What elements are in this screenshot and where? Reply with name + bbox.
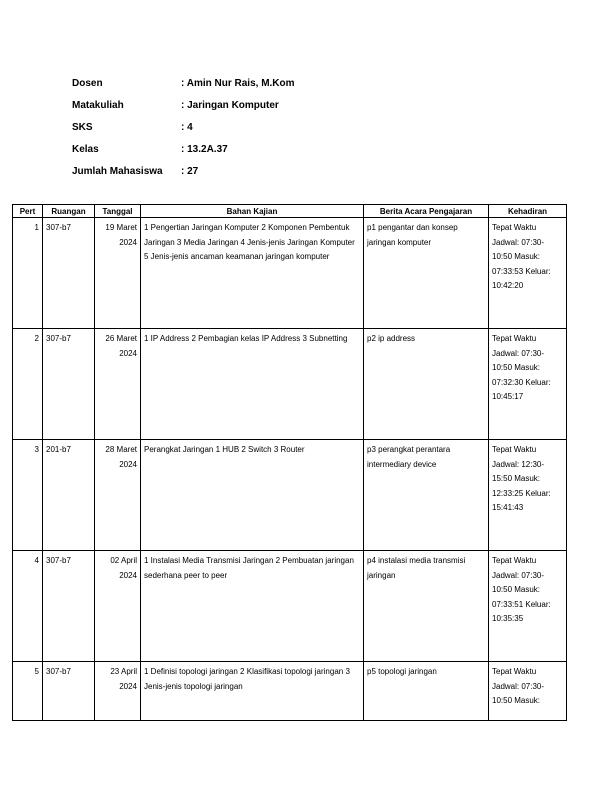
info-row-kelas: [72, 138, 295, 160]
cell-kehadiran: Tepat Waktu Jadwal: 12:30-15:50 Masuk: 12:33:25 Keluar: 15:41:43: [489, 440, 567, 551]
info-value: : 4: [181, 121, 193, 133]
table-row: [13, 218, 567, 329]
info-row-dosen: [72, 72, 295, 94]
table-row: [13, 440, 567, 551]
cell-bahan-kajian: Perangkat Jaringan 1 HUB 2 Switch 3 Router: [141, 440, 364, 551]
header-tanggal: Tanggal: [95, 205, 141, 218]
table-row: [13, 551, 567, 662]
info-label: SKS: [72, 121, 93, 133]
cell-ruangan: 307-b7: [43, 551, 95, 662]
cell-ruangan: 307-b7: [43, 662, 95, 721]
table-row: [13, 329, 567, 440]
info-value: : 27: [181, 165, 199, 177]
header-berita-acara: Berita Acara Pengajaran: [364, 205, 489, 218]
header-bahan-kajian: Bahan Kajian: [141, 205, 364, 218]
course-info: [72, 72, 295, 182]
cell-kehadiran: Tepat Waktu Jadwal: 07:30-10:50 Masuk:: [489, 662, 567, 721]
cell-pert: 3: [13, 440, 43, 551]
cell-berita-acara: p2 ip address: [364, 329, 489, 440]
header-ruangan: Ruangan: [43, 205, 95, 218]
info-label: Matakuliah: [72, 99, 124, 111]
cell-bahan-kajian: 1 Instalasi Media Transmisi Jaringan 2 Pembuatan jaringan sederhana peer to peer: [141, 551, 364, 662]
cell-tanggal: 26 Maret 2024: [95, 329, 141, 440]
info-label: Dosen: [72, 77, 103, 89]
cell-pert: 4: [13, 551, 43, 662]
table-row: [13, 662, 567, 721]
cell-bahan-kajian: 1 Definisi topologi jaringan 2 Klasifikasi topologi jaringan 3 Jenis-jenis topologi jaringan: [141, 662, 364, 721]
info-row-jumlah-mahasiswa: [72, 160, 295, 182]
info-label: Kelas: [72, 143, 99, 155]
attendance-table: [12, 204, 567, 721]
cell-bahan-kajian: 1 IP Address 2 Pembagian kelas IP Address 3 Subnetting: [141, 329, 364, 440]
cell-tanggal: 02 April 2024: [95, 551, 141, 662]
info-label: Jumlah Mahasiswa: [72, 165, 163, 177]
header-pert: Pert: [13, 205, 43, 218]
info-value: : 13.2A.37: [181, 143, 228, 155]
info-row-sks: [72, 116, 295, 138]
cell-kehadiran: Tepat Waktu Jadwal: 07:30-10:50 Masuk: 07:33:53 Keluar: 10:42:20: [489, 218, 567, 329]
cell-berita-acara: p4 instalasi media transmisi jaringan: [364, 551, 489, 662]
cell-berita-acara: p5 topologi jaringan: [364, 662, 489, 721]
info-value: : Amin Nur Rais, M.Kom: [181, 77, 295, 89]
cell-berita-acara: p3 perangkat perantara intermediary device: [364, 440, 489, 551]
cell-pert: 5: [13, 662, 43, 721]
cell-ruangan: 307-b7: [43, 329, 95, 440]
info-row-matakuliah: [72, 94, 295, 116]
cell-tanggal: 28 Maret 2024: [95, 440, 141, 551]
cell-bahan-kajian: 1 Pengertian Jaringan Komputer 2 Komponen Pembentuk Jaringan 3 Media Jaringan 4 Jenis-jenis Jaringan Komputer 5 Jenis-jenis ancaman keamanan jaringan komputer: [141, 218, 364, 329]
cell-pert: 2: [13, 329, 43, 440]
info-value: : Jaringan Komputer: [181, 99, 279, 111]
cell-berita-acara: p1 pengantar dan konsep jaringan komputer: [364, 218, 489, 329]
header-kehadiran: Kehadiran: [489, 205, 567, 218]
cell-ruangan: 201-b7: [43, 440, 95, 551]
cell-tanggal: 23 April 2024: [95, 662, 141, 721]
cell-tanggal: 19 Maret 2024: [95, 218, 141, 329]
table-header-row: [13, 205, 567, 218]
cell-pert: 1: [13, 218, 43, 329]
cell-kehadiran: Tepat Waktu Jadwal: 07:30-10:50 Masuk: 07:32:30 Keluar: 10:45:17: [489, 329, 567, 440]
cell-ruangan: 307-b7: [43, 218, 95, 329]
cell-kehadiran: Tepat Waktu Jadwal: 07:30-10:50 Masuk: 07:33:51 Keluar: 10:35:35: [489, 551, 567, 662]
